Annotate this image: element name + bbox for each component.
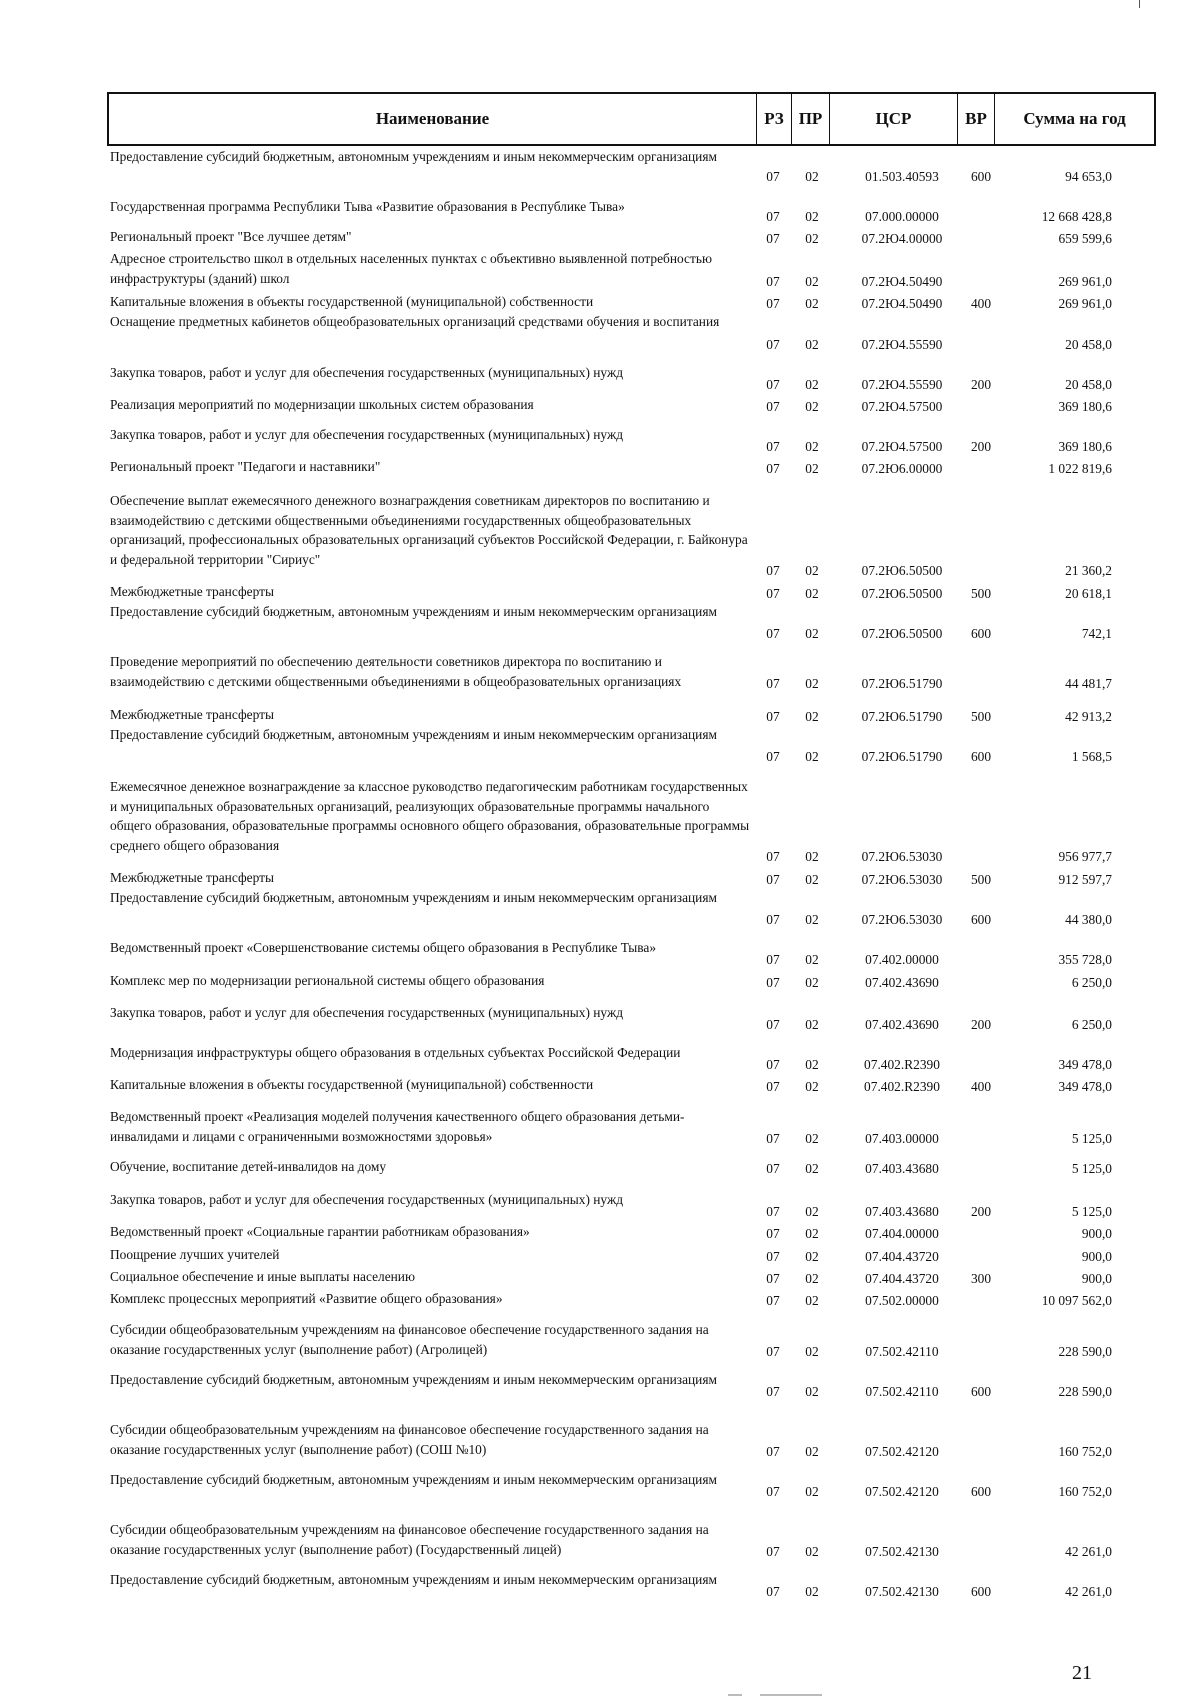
- header-vr: ВР: [958, 94, 995, 144]
- row-rz: 07: [766, 563, 780, 578]
- row-sum: 228 590,0: [1058, 1344, 1112, 1359]
- row-pr: 02: [805, 1444, 819, 1459]
- row-csr: 07.2Ю6.50500: [861, 563, 943, 578]
- row-sum: 20 458,0: [1065, 337, 1112, 352]
- row-name: Предоставление субсидий бюджетным, автономным учреждениям и иным некоммерческим организациям: [110, 1472, 717, 1487]
- row-name: Закупка товаров, работ и услуг для обеспечения государственных (муниципальных) нужд: [110, 1192, 624, 1207]
- row-rz: 07: [766, 975, 780, 990]
- row-pr: 02: [805, 849, 819, 864]
- row-csr: 07.2Ю4.55590: [861, 377, 943, 392]
- row-sum: 5 125,0: [1071, 1204, 1112, 1219]
- row-sum: 5 125,0: [1071, 1131, 1112, 1146]
- row-csr: 07.502.42120: [865, 1444, 939, 1459]
- row-pr: 02: [805, 461, 819, 476]
- row-pr: 02: [805, 676, 819, 691]
- row-rz: 07: [766, 586, 780, 601]
- row-pr: 02: [805, 626, 819, 641]
- row-pr: 02: [805, 1204, 819, 1219]
- row-sum: 269 961,0: [1058, 296, 1112, 311]
- scan-artifact: [728, 1694, 742, 1696]
- row-csr: 07.2Ю6.50500: [861, 586, 943, 601]
- row-name: Ведомственный проект «Социальные гарантии работникам образования»: [110, 1224, 530, 1239]
- row-name: Капитальные вложения в объекты государственной (муниципальной) собственности: [110, 294, 594, 309]
- row-csr: 07.2Ю6.53030: [861, 872, 943, 887]
- row-sum: 20 458,0: [1065, 377, 1112, 392]
- row-sum: 94 653,0: [1065, 169, 1112, 184]
- row-csr: 07.502.42130: [865, 1584, 939, 1599]
- row-rz: 07: [766, 1584, 780, 1599]
- row-name: Субсидии общеобразовательным учреждениям на финансовое обеспечение государственного задания на оказание государственных услуг (выполнение работ) (СОШ №10): [110, 1422, 709, 1457]
- row-vr: 600: [970, 1484, 992, 1499]
- row-pr: 02: [805, 399, 819, 414]
- row-vr: 200: [970, 1204, 992, 1219]
- row-rz: 07: [766, 377, 780, 392]
- row-csr: 07.403.00000: [865, 1131, 939, 1146]
- row-csr: 07.2Ю4.55590: [861, 337, 943, 352]
- row-name: Предоставление субсидий бюджетным, автономным учреждениям и иным некоммерческим организациям: [110, 1372, 717, 1387]
- row-name: Ведомственный проект «Реализация моделей получения качественного общего образования детьми-инвалидами и лицами с ограниченными возможностями здоровья»: [110, 1109, 685, 1144]
- row-vr: 400: [970, 296, 992, 311]
- row-rz: 07: [766, 1226, 780, 1241]
- row-rz: 07: [766, 209, 780, 224]
- header-sum: Сумма на год: [1023, 109, 1126, 128]
- row-sum: 956 977,7: [1058, 849, 1112, 864]
- row-csr: 07.502.42110: [865, 1344, 939, 1359]
- row-csr: 07.403.43680: [865, 1161, 939, 1176]
- row-sum: 6 250,0: [1071, 975, 1112, 990]
- row-name: Модернизация инфраструктуры общего образования в отдельных субъектах Российской Федерации: [110, 1045, 681, 1060]
- header-name: Наименование: [109, 94, 757, 144]
- row-name: Региональный проект "Все лучшее детям": [110, 229, 352, 244]
- row-vr: 600: [970, 169, 992, 184]
- row-rz: 07: [766, 337, 780, 352]
- row-rz: 07: [766, 709, 780, 724]
- row-rz: 07: [766, 1384, 780, 1399]
- row-name: Субсидии общеобразовательным учреждениям на финансовое обеспечение государственного задания на оказание государственных услуг (выполнение работ) (Государственный лицей): [110, 1522, 709, 1557]
- row-name: Закупка товаров, работ и услуг для обеспечения государственных (муниципальных) нужд: [110, 1005, 624, 1020]
- row-rz: 07: [766, 1271, 780, 1286]
- row-vr: 500: [970, 709, 992, 724]
- row-csr: 07.404.43720: [865, 1271, 939, 1286]
- row-pr: 02: [805, 975, 819, 990]
- row-sum: 44 481,7: [1065, 676, 1112, 691]
- row-csr: 07.502.42110: [865, 1384, 939, 1399]
- row-sum: 900,0: [1081, 1249, 1112, 1264]
- row-csr: 07.2Ю4.50490: [861, 296, 943, 311]
- row-csr: 07.402.43690: [865, 975, 939, 990]
- header-rz: РЗ: [757, 94, 792, 144]
- row-name: Поощрение лучших учителей: [110, 1247, 280, 1262]
- row-pr: 02: [805, 872, 819, 887]
- row-pr: 02: [805, 1344, 819, 1359]
- row-name: Обеспечение выплат ежемесячного денежного вознаграждения советникам директоров по воспитанию и взаимодействию с детскими общественными объединениями государственных общеобразовательных организаций, профессиональных образовательных организаций субъектов Российской Федерации, г. Байконура и федеральной территории "Сириус": [110, 493, 748, 567]
- row-name: Региональный проект "Педагоги и наставники": [110, 459, 381, 474]
- row-rz: 07: [766, 1057, 780, 1072]
- row-vr: 600: [970, 626, 992, 641]
- row-sum: 900,0: [1081, 1226, 1112, 1241]
- row-name: Капитальные вложения в объекты государственной (муниципальной) собственности: [110, 1077, 594, 1092]
- row-csr: 07.404.43720: [865, 1249, 939, 1264]
- row-csr: 07.2Ю4.50490: [861, 274, 943, 289]
- row-pr: 02: [805, 169, 819, 184]
- row-csr: 07.2Ю4.00000: [861, 231, 943, 246]
- row-csr: 07.2Ю6.51790: [861, 676, 943, 691]
- row-csr: 07.2Ю6.00000: [861, 461, 943, 476]
- scan-corner-mark: [1139, 0, 1140, 8]
- row-rz: 07: [766, 231, 780, 246]
- row-name: Закупка товаров, работ и услуг для обеспечения государственных (муниципальных) нужд: [110, 365, 624, 380]
- row-name: Межбюджетные трансферты: [110, 707, 274, 722]
- row-rz: 07: [766, 1017, 780, 1032]
- row-csr: 01.503.40593: [865, 169, 939, 184]
- row-rz: 07: [766, 1484, 780, 1499]
- row-name: Комплекс процессных мероприятий «Развитие общего образования»: [110, 1291, 503, 1306]
- row-sum: 160 752,0: [1058, 1484, 1112, 1499]
- row-rz: 07: [766, 1131, 780, 1146]
- row-pr: 02: [805, 231, 819, 246]
- row-pr: 02: [805, 1131, 819, 1146]
- row-vr: 600: [970, 912, 992, 927]
- scan-artifact: [760, 1694, 822, 1696]
- row-csr: 07.502.00000: [865, 1293, 939, 1308]
- row-name: Адресное строительство школ в отдельных населенных пунктах с объективно выявленной потребностью инфраструктуры (зданий) школ: [110, 251, 712, 286]
- row-vr: 600: [970, 749, 992, 764]
- row-sum: 5 125,0: [1071, 1161, 1112, 1176]
- row-rz: 07: [766, 849, 780, 864]
- row-sum: 1 022 819,6: [1048, 461, 1112, 476]
- row-sum: 369 180,6: [1058, 439, 1112, 454]
- row-pr: 02: [805, 337, 819, 352]
- row-vr: 600: [970, 1384, 992, 1399]
- row-sum: 228 590,0: [1058, 1384, 1112, 1399]
- row-rz: 07: [766, 399, 780, 414]
- row-sum: 10 097 562,0: [1041, 1293, 1112, 1308]
- row-sum: 160 752,0: [1058, 1444, 1112, 1459]
- row-rz: 07: [766, 1161, 780, 1176]
- row-pr: 02: [805, 274, 819, 289]
- row-rz: 07: [766, 912, 780, 927]
- row-name: Предоставление субсидий бюджетным, автономным учреждениям и иным некоммерческим организациям: [110, 727, 717, 742]
- row-rz: 07: [766, 1444, 780, 1459]
- row-name: Проведение мероприятий по обеспечению деятельности советников директора по воспитанию и взаимодействию с детскими общественными объединениями в общеобразовательных организациях: [110, 654, 682, 689]
- row-csr: 07.2Ю4.57500: [861, 399, 943, 414]
- row-pr: 02: [805, 1057, 819, 1072]
- row-csr: 07.000.00000: [865, 209, 939, 224]
- row-pr: 02: [805, 1484, 819, 1499]
- row-sum: 1 568,5: [1071, 749, 1112, 764]
- row-pr: 02: [805, 1161, 819, 1176]
- row-pr: 02: [805, 1544, 819, 1559]
- header-pr: ПР: [792, 94, 830, 144]
- row-sum: 20 618,1: [1065, 586, 1112, 601]
- row-rz: 07: [766, 439, 780, 454]
- row-sum: 269 961,0: [1058, 274, 1112, 289]
- row-rz: 07: [766, 626, 780, 641]
- row-csr: 07.2Ю6.50500: [861, 626, 943, 641]
- row-vr: 500: [970, 586, 992, 601]
- row-pr: 02: [805, 1584, 819, 1599]
- row-pr: 02: [805, 1384, 819, 1399]
- row-pr: 02: [805, 586, 819, 601]
- row-sum: 742,1: [1081, 626, 1112, 641]
- row-csr: 07.403.43680: [865, 1204, 939, 1219]
- row-name: Предоставление субсидий бюджетным, автономным учреждениям и иным некоммерческим организациям: [110, 604, 717, 619]
- row-name: Предоставление субсидий бюджетным, автономным учреждениям и иным некоммерческим организациям: [110, 890, 717, 905]
- row-name: Оснащение предметных кабинетов общеобразовательных организаций средствами обучения и воспитания: [110, 314, 720, 329]
- row-csr: 07.502.42130: [865, 1544, 939, 1559]
- row-sum: 42 261,0: [1065, 1584, 1112, 1599]
- row-name: Государственная программа Республики Тыва «Развитие образования в Республике Тыва»: [110, 199, 625, 214]
- row-csr: 07.402.00000: [865, 952, 939, 967]
- row-rz: 07: [766, 1079, 780, 1094]
- row-sum: 44 380,0: [1065, 912, 1112, 927]
- row-pr: 02: [805, 1293, 819, 1308]
- row-rz: 07: [766, 1544, 780, 1559]
- row-vr: 200: [970, 439, 992, 454]
- row-pr: 02: [805, 377, 819, 392]
- row-rz: 07: [766, 749, 780, 764]
- row-csr: 07.404.00000: [865, 1226, 939, 1241]
- row-pr: 02: [805, 1271, 819, 1286]
- row-pr: 02: [805, 563, 819, 578]
- row-sum: 42 261,0: [1065, 1544, 1112, 1559]
- row-pr: 02: [805, 1079, 819, 1094]
- row-vr: 600: [970, 1584, 992, 1599]
- row-name: Социальное обеспечение и иные выплаты населению: [110, 1269, 415, 1284]
- row-pr: 02: [805, 709, 819, 724]
- row-rz: 07: [766, 169, 780, 184]
- row-rz: 07: [766, 676, 780, 691]
- row-name: Предоставление субсидий бюджетным, автономным учреждениям и иным некоммерческим организациям: [110, 149, 717, 164]
- row-csr: 07.2Ю4.57500: [861, 439, 943, 454]
- row-name: Обучение, воспитание детей-инвалидов на дому: [110, 1159, 387, 1174]
- row-csr: 07.2Ю6.53030: [861, 849, 943, 864]
- row-name: Ежемесячное денежное вознаграждение за классное руководство педагогическим работникам государственных и муниципальных образовательных организаций, реализующих образовательные программы начального общего образования, образовательные программы основного общего образования, образовательные программы среднего общего образования: [110, 779, 750, 853]
- row-csr: 07.2Ю6.51790: [861, 709, 943, 724]
- row-sum: 349 478,0: [1058, 1079, 1112, 1094]
- row-name: Комплекс мер по модернизации региональной системы общего образования: [110, 973, 545, 988]
- row-csr: 07.402.43690: [865, 1017, 939, 1032]
- row-csr: 07.402.R2390: [864, 1079, 940, 1094]
- row-name: Межбюджетные трансферты: [110, 870, 274, 885]
- row-sum: 21 360,2: [1065, 563, 1112, 578]
- row-sum: 42 913,2: [1065, 709, 1112, 724]
- header-csr: ЦСР: [830, 94, 958, 144]
- page-number: 21: [1072, 1662, 1092, 1684]
- row-name: Предоставление субсидий бюджетным, автономным учреждениям и иным некоммерческим организациям: [110, 1572, 717, 1587]
- row-pr: 02: [805, 912, 819, 927]
- row-rz: 07: [766, 1249, 780, 1264]
- table-header: [107, 92, 1156, 146]
- row-rz: 07: [766, 296, 780, 311]
- row-name: Реализация мероприятий по модернизации школьных систем образования: [110, 397, 534, 412]
- row-rz: 07: [766, 1204, 780, 1219]
- row-sum: 6 250,0: [1071, 1017, 1112, 1032]
- row-csr: 07.2Ю6.51790: [861, 749, 943, 764]
- row-pr: 02: [805, 952, 819, 967]
- row-sum: 355 728,0: [1058, 952, 1112, 967]
- row-name: Закупка товаров, работ и услуг для обеспечения государственных (муниципальных) нужд: [110, 427, 624, 442]
- row-name: Ведомственный проект «Совершенствование системы общего образования в Республике Тыва»: [110, 940, 657, 955]
- row-csr: 07.402.R2390: [864, 1057, 940, 1072]
- row-vr: 400: [970, 1079, 992, 1094]
- row-pr: 02: [805, 209, 819, 224]
- row-vr: 300: [970, 1271, 992, 1286]
- row-pr: 02: [805, 296, 819, 311]
- row-sum: 369 180,6: [1058, 399, 1112, 414]
- row-vr: 200: [970, 377, 992, 392]
- row-name: Субсидии общеобразовательным учреждениям на финансовое обеспечение государственного задания на оказание государственных услуг (выполнение работ) (Агролицей): [110, 1322, 709, 1357]
- row-rz: 07: [766, 1293, 780, 1308]
- row-pr: 02: [805, 439, 819, 454]
- row-csr: 07.2Ю6.53030: [861, 912, 943, 927]
- row-rz: 07: [766, 461, 780, 476]
- row-sum: 349 478,0: [1058, 1057, 1112, 1072]
- row-pr: 02: [805, 1017, 819, 1032]
- row-vr: 500: [970, 872, 992, 887]
- row-sum: 12 668 428,8: [1041, 209, 1112, 224]
- row-csr: 07.502.42120: [865, 1484, 939, 1499]
- row-pr: 02: [805, 1249, 819, 1264]
- row-rz: 07: [766, 274, 780, 289]
- row-sum: 900,0: [1081, 1271, 1112, 1286]
- row-rz: 07: [766, 872, 780, 887]
- row-rz: 07: [766, 1344, 780, 1359]
- row-name: Межбюджетные трансферты: [110, 584, 274, 599]
- row-rz: 07: [766, 952, 780, 967]
- row-pr: 02: [805, 1226, 819, 1241]
- row-pr: 02: [805, 749, 819, 764]
- row-sum: 659 599,6: [1058, 231, 1112, 246]
- row-sum: 912 597,7: [1058, 872, 1112, 887]
- row-vr: 200: [970, 1017, 992, 1032]
